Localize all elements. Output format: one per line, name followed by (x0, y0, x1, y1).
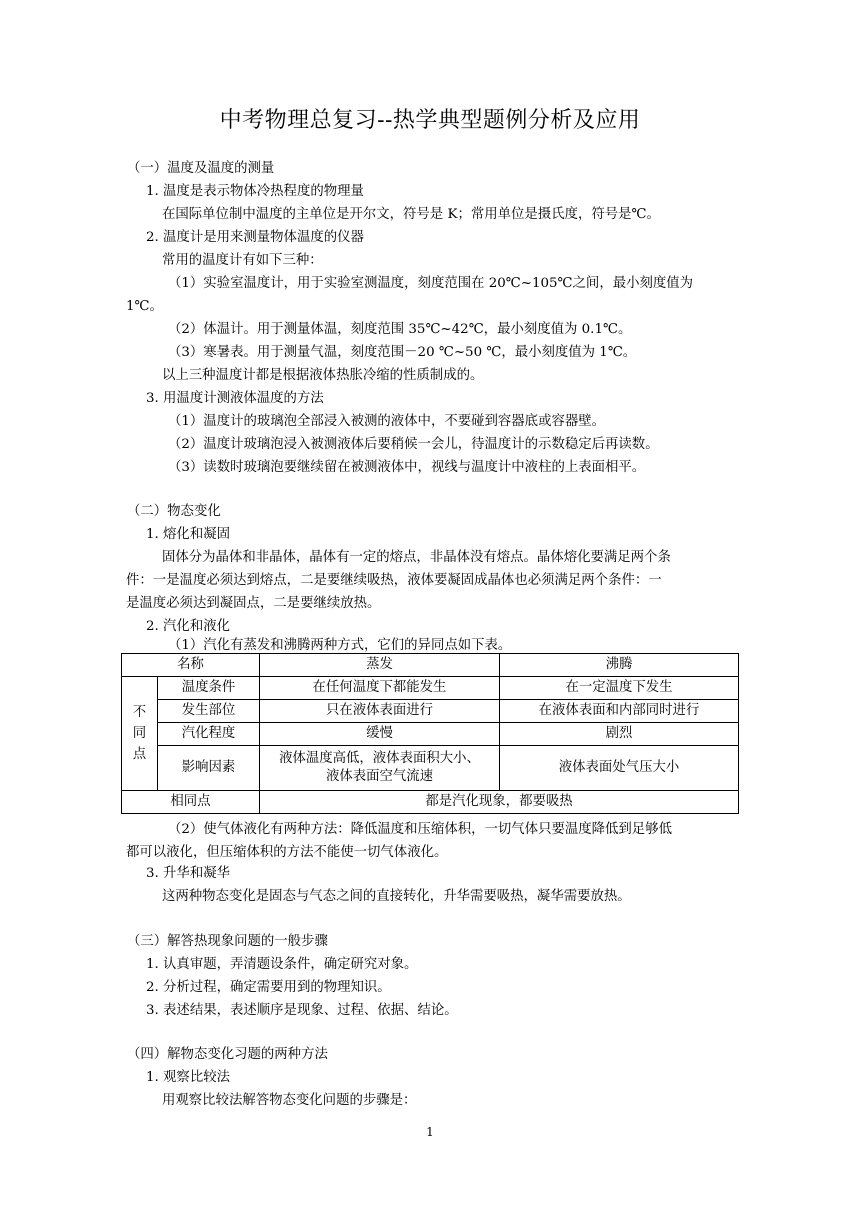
cell-boiling: 剧烈 (500, 723, 739, 746)
vertical-char: 同 (132, 726, 147, 741)
table-row (122, 677, 739, 700)
comparison-table (121, 653, 739, 814)
table-header-row (122, 654, 739, 677)
vertical-char: 点 (132, 747, 147, 762)
table-row (122, 746, 739, 791)
document-title: 中考物理总复习--热学典型题例分析及应用 (219, 108, 641, 133)
subitem: （3）寒暑表。用于测量气温，刻度范围－20 ℃~50 ℃，最小刻度值为 1℃。 (168, 345, 637, 360)
cell-boiling: 液体表面处气压大小 (500, 746, 739, 791)
paragraph-continued: 件：一是温度必须达到熔点，二是要继续吸热，液体要凝固成晶体也必须满足两个条件：一 (126, 573, 662, 588)
section-heading-4: （四）解物态变化习题的两种方法 (127, 1047, 328, 1062)
vertical-char: 不 (132, 705, 147, 720)
paragraph: 常用的温度计有如下三种： (162, 253, 323, 268)
cell-boiling: 在液体表面和内部同时进行 (500, 700, 739, 723)
section-heading-1: （一）温度及温度的测量 (127, 161, 275, 176)
item-1-1: 1. 温度是表示物体冷热程度的物理量 (146, 184, 364, 199)
subitem: （2）体温计。用于测量体温，刻度范围 35℃~42℃，最小刻度值为 0.1℃。 (168, 322, 632, 337)
cell-evaporation: 只在液体表面进行 (260, 700, 500, 723)
paragraph: 固体分为晶体和非晶体，晶体有一定的熔点，非晶体没有熔点。晶体熔化要满足两个条 (162, 550, 671, 565)
table-header-name: 名称 (122, 654, 260, 677)
item-1-3: 3. 用温度计测液体温度的方法 (146, 391, 324, 406)
row-label: 影响因素 (158, 746, 260, 791)
same-label: 相同点 (122, 791, 260, 814)
table-header-evaporation: 蒸发 (260, 654, 500, 677)
section-heading-2: （二）物态变化 (127, 504, 221, 519)
subitem: （1）汽化有蒸发和沸腾两种方式，它们的异同点如下表。 (168, 638, 512, 653)
table-row (122, 723, 739, 746)
subitem: （3）读数时玻璃泡要继续留在被测液体中，视线与温度计中液柱的上表面相平。 (168, 460, 646, 475)
cell-evaporation: 在任何温度下都能发生 (260, 677, 500, 700)
row-label: 温度条件 (158, 677, 260, 700)
item-3-1: 1. 认真审题，弄清题设条件，确定研究对象。 (146, 957, 418, 972)
cell-boiling: 在一定温度下发生 (500, 677, 739, 700)
item-3-2: 2. 分析过程，确定需要用到的物理知识。 (146, 980, 391, 995)
cell-line: 液体表面空气流速 (325, 769, 434, 784)
paragraph-continued: 是温度必须达到凝固点，二是要继续放热。 (126, 596, 381, 611)
row-label: 发生部位 (158, 700, 260, 723)
subitem-continued: 1℃。 (126, 299, 163, 314)
item-1-2: 2. 温度计是用来测量物体温度的仪器 (146, 230, 364, 245)
table-row (122, 700, 739, 723)
item-2-2: 2. 汽化和液化 (146, 619, 230, 634)
cell-evaporation (260, 746, 500, 791)
table-header-boiling: 沸腾 (500, 654, 739, 677)
cell-evaporation: 缓慢 (260, 723, 500, 746)
item-3-3: 3. 表述结果，表述顺序是现象、过程、依据、结论。 (146, 1003, 458, 1018)
subitem: （1）温度计的玻璃泡全部浸入被测的液体中，不要碰到容器底或容器壁。 (168, 414, 606, 429)
paragraph: 以上三种温度计都是根据液体热胀冷缩的性质制成的。 (162, 368, 484, 383)
subitem: （1）实验室温度计，用于实验室测温度，刻度范围在 20℃~105℃之间，最小刻度值为 (168, 276, 694, 291)
item-2-1: 1. 熔化和凝固 (146, 527, 230, 542)
subitem: （2）温度计玻璃泡浸入被测液体后要稍候一会儿，待温度计的示数稳定后再读数。 (168, 437, 659, 452)
subitem-continued: 都可以液化，但压缩体积的方法不能使一切气体液化。 (126, 845, 448, 860)
subitem: （2）使气体液化有两种方法：降低温度和压缩体积，一切气体只要温度降低到足够低 (168, 822, 672, 837)
item-4-1: 1. 观察比较法 (146, 1070, 230, 1085)
differences-label (122, 677, 158, 791)
page-number: 1 (426, 1125, 434, 1139)
row-label: 汽化程度 (158, 723, 260, 746)
item-2-3: 3. 升华和凝华 (146, 866, 230, 881)
paragraph: 在国际单位制中温度的主单位是开尔文，符号是 K；常用单位是摄氏度，符号是℃。 (162, 207, 660, 222)
table-row-same (122, 791, 739, 814)
paragraph: 这两种物态变化是固态与气态之间的直接转化，升华需要吸热，凝华需要放热。 (162, 889, 631, 904)
same-value: 都是汽化现象，都要吸热 (260, 791, 739, 814)
section-heading-3: （三）解答热现象问题的一般步骤 (127, 934, 328, 949)
paragraph: 用观察比较法解答物态变化问题的步骤是： (162, 1093, 417, 1108)
cell-line: 液体温度高低，液体表面积大小、 (279, 751, 480, 766)
